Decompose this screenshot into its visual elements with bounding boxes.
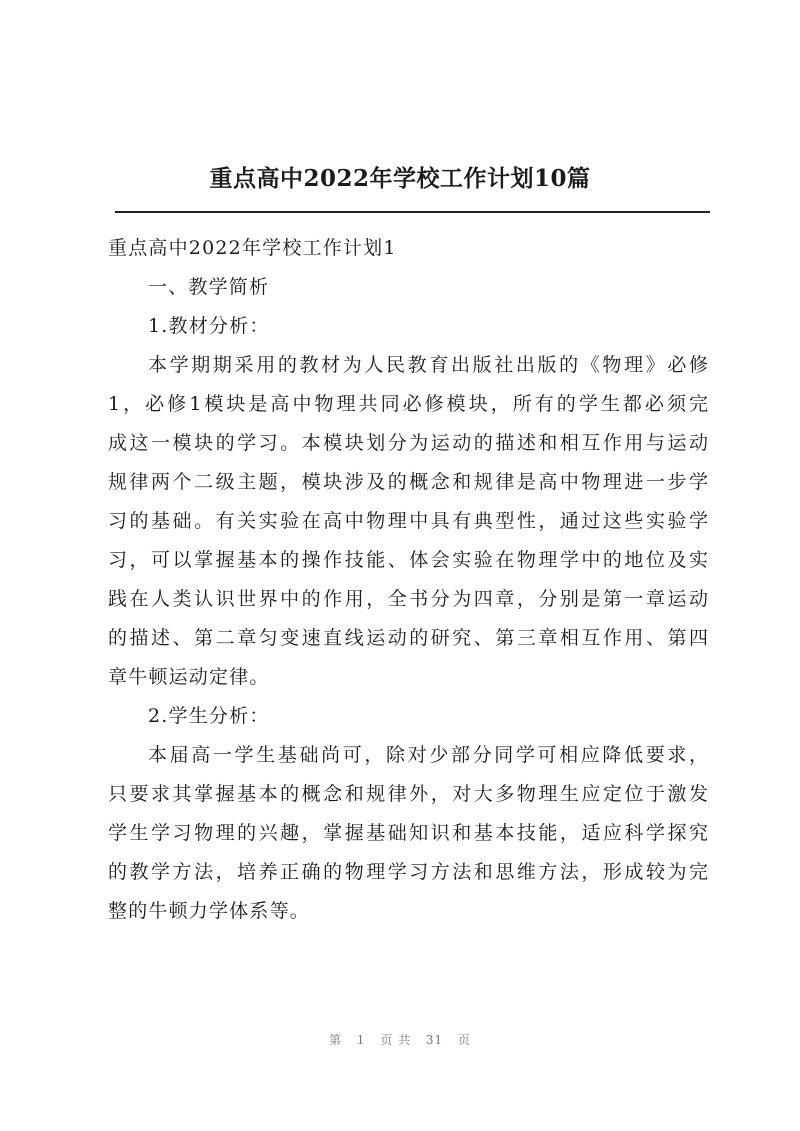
page-of-label: 页 共 — [380, 1033, 412, 1047]
paragraph-line: 成这一模块的学习。本模块划分为运动的描述和相互作用与运动 — [108, 432, 708, 454]
paragraph-line: 本学期期采用的教材为人民教育出版社出版的《物理》必修 — [148, 354, 708, 376]
paragraph-line: 的教学方法，培养正确的物理学习方法和思维方法，形成较为完 — [108, 861, 708, 883]
title-divider — [115, 211, 710, 213]
paragraph-line: 规律两个二级主题，模块涉及的概念和规律是高中物理进一步学 — [108, 471, 708, 493]
paragraph-line: 学生学习物理的兴趣，掌握基础知识和基本技能，适应科学探究 — [108, 822, 708, 844]
section-heading: 一、教学简析 — [148, 276, 270, 298]
page-number: 1 — [356, 1033, 366, 1047]
part1-heading: 1.教材分析： — [148, 315, 270, 337]
page-title: 重点高中2022年学校工作计划10篇 — [209, 165, 591, 192]
paragraph-line: 只要求其掌握基本的概念和规律外，对大多物理生应定位于激发 — [108, 783, 708, 805]
page-suffix: 页 — [458, 1033, 472, 1047]
page-label: 第 — [328, 1033, 342, 1047]
paragraph-line: 践在人类认识世界中的作用，全书分为四章，分别是第一章运动 — [108, 588, 708, 610]
paragraph-line: 的描述、第二章匀变速直线运动的研究、第三章相互作用、第四 — [108, 627, 708, 649]
paragraph-line: 习的基础。有关实验在高中物理中具有典型性，通过这些实验学 — [108, 510, 708, 532]
document-body — [108, 229, 708, 931]
document-subtitle: 重点高中2022年学校工作计划1 — [108, 237, 397, 259]
part2-heading: 2.学生分析： — [148, 705, 270, 727]
paragraph-line: 章牛顿运动定律。 — [108, 666, 270, 688]
paragraph-line: 整的牛顿力学体系等。 — [108, 900, 311, 922]
page-footer — [0, 1031, 800, 1048]
paragraph-line: 1，必修1模块是高中物理共同必修模块，所有的学生都必须完 — [108, 393, 708, 415]
total-pages: 31 — [425, 1033, 444, 1047]
paragraph-line: 本届高一学生基础尚可，除对少部分同学可相应降低要求， — [148, 744, 708, 766]
paragraph-line: 习，可以掌握基本的操作技能、体会实验在物理学中的地位及实 — [108, 549, 708, 571]
